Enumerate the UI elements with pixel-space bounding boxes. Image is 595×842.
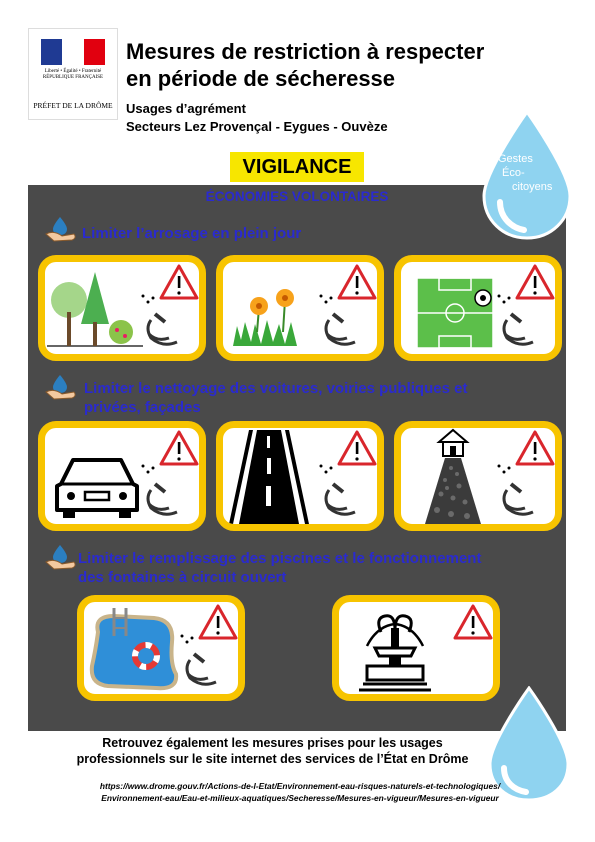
football-field-icon: [401, 262, 555, 354]
footer-note: Retrouvez également les mesures prises pour les usages professionnels sur le site internet des services de l’État en Drôme: [76, 736, 469, 766]
panel-heading: ÉCONOMIES VOLONTAIRES: [205, 189, 389, 204]
hand-drop-icon: [44, 544, 78, 570]
eco-badge-text: Gestes Éco- citoyens: [498, 153, 553, 193]
hand-drop-icon: [44, 374, 78, 400]
pool-icon: [84, 602, 238, 694]
card-football: [394, 255, 562, 361]
flowers-icon: [223, 262, 377, 354]
card-car: [38, 421, 206, 531]
republic-motto: Liberté • Égalité • Fraternité RÉPUBLIQUE FRANÇAISE: [42, 69, 104, 80]
prefet-label: PRÉFET DE LA DRÔME: [33, 101, 113, 110]
section-pools-label: Limiter le remplissage des piscines et le fonctionnement des fontaines à circuit ouvert: [78, 550, 482, 586]
card-trees: [38, 255, 206, 361]
fountain-icon: [339, 602, 493, 694]
footer-url[interactable]: https://www.drome.gouv.fr/Actions-de-l-Etat/Environnement-eau-risques-naturels-et-technologiques/ Environnement-eau/Eau-et-milieux-aquatiques/Secheresse/Mesures-en-vigueur/Mesures-en-vigueur: [99, 781, 501, 803]
card-pool: [77, 595, 245, 701]
section-watering-label: Limiter l’arrosage en plein jour: [82, 225, 302, 242]
card-driveway: [394, 421, 562, 531]
trees-icon: [45, 262, 199, 354]
hand-drop-icon: [44, 216, 78, 242]
car-icon: [45, 428, 199, 524]
card-road: [216, 421, 384, 531]
page-subtitle: Usages d’agrément Secteurs Lez Provençal - Eygues - Ouvèze: [126, 101, 388, 134]
house-driveway-icon: [401, 428, 555, 524]
card-fountain: [332, 595, 500, 701]
vigilance-level: VIGILANCE: [230, 152, 364, 182]
marianne-flag-icon: [41, 39, 105, 65]
prefecture-logo: [28, 28, 118, 120]
card-flowers: [216, 255, 384, 361]
section-cleaning-label: Limiter le nettoyage des voitures, voiries publiques et privées, façades: [84, 380, 468, 416]
page-title: Mesures de restriction à respecter en période de sécheresse: [126, 39, 485, 91]
road-icon: [223, 428, 377, 524]
